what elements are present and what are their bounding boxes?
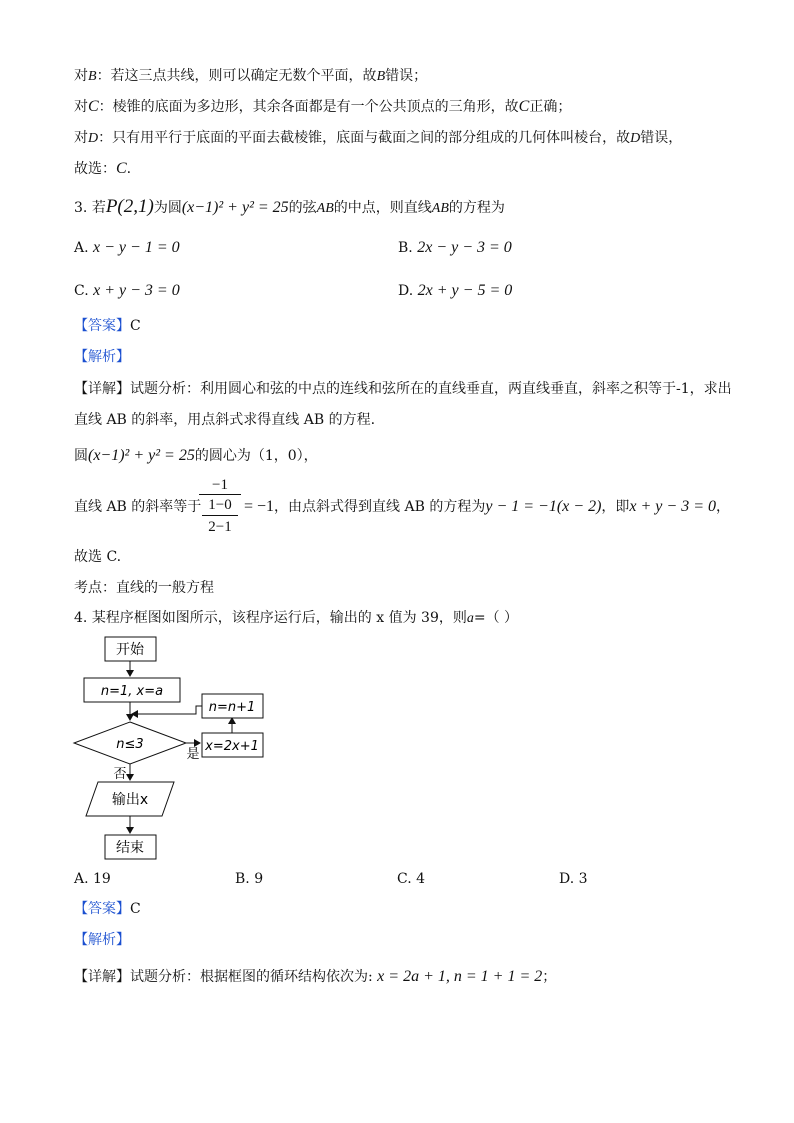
text: ：若这三点共线，则可以确定无数个平面，故 (96, 68, 377, 84)
question-number: 3. (74, 200, 88, 216)
text: 故选： (74, 161, 116, 177)
chord-ab: AB (316, 201, 334, 216)
text: . (126, 161, 132, 177)
line-option-c-analysis (74, 97, 571, 117)
text: ， (716, 499, 730, 515)
q3-circle-center-line (74, 446, 318, 466)
slope-fraction (199, 476, 241, 538)
text: 若 (91, 200, 106, 216)
text: 考点：直线的一般方程 (74, 580, 214, 596)
question-4-stem (74, 608, 518, 629)
text: ，由点斜式得到直线 AB 的方程为 (274, 499, 486, 515)
program-flowchart (60, 630, 290, 870)
q3-choose (74, 547, 121, 567)
text: 直线 AB 的斜率，用点斜式求得直线 AB 的方程. (74, 412, 376, 428)
text: 的圆心为（1，0）， (194, 448, 318, 464)
answer-tag: 【答案】 (74, 901, 130, 917)
option-value: 3 (578, 871, 588, 887)
q3-detail-line-1 (74, 379, 732, 399)
flow-update-n-label: n=n+1 (208, 700, 256, 715)
option-value: 19 (93, 871, 111, 887)
option-label: D. (398, 283, 414, 299)
question-number: 4. (74, 610, 88, 626)
chord-ab: AB (431, 201, 449, 216)
circle-equation: (x−1)² + y² = 25 (88, 447, 195, 464)
q3-kaodian (74, 578, 214, 598)
text: 故选 C. (74, 549, 122, 565)
var-d: D (630, 131, 641, 146)
option-label: B. (235, 871, 250, 887)
detail-tag: 【详解】 (74, 381, 130, 397)
text: 对 (74, 68, 88, 84)
fraction-numerator: −1 (199, 476, 241, 495)
text: 对 (74, 99, 88, 115)
question-3-stem (74, 197, 505, 219)
text: ； (542, 969, 557, 985)
option-value: 4 (416, 871, 426, 887)
line-equation: x + y − 3 = 0 (629, 498, 716, 515)
line-choose-c (74, 159, 131, 179)
option-label: A. (74, 240, 89, 256)
text: ：只有用平行于底面的平面去截棱锥，底面与截面之间的部分组成的几何体叫棱台，故 (98, 130, 631, 146)
option-value: 9 (254, 871, 264, 887)
var-b: B (88, 69, 97, 84)
q4-option-c[interactable] (397, 869, 425, 889)
flow-decision-label: n≤3 (116, 737, 144, 752)
q3-option-c[interactable] (74, 281, 180, 301)
text: 试题分析：利用圆心和弦的中点的连线和弦所在的直线垂直，两直线垂直，斜率之积等于-1，求出 (130, 381, 732, 397)
flow-update-x-label: x=2x+1 (205, 739, 259, 754)
flow-yes-label: 是 (186, 747, 200, 762)
q4-answer (74, 899, 141, 919)
text: 的方程为 (448, 200, 505, 216)
flow-start-label: 开始 (116, 642, 144, 658)
var-c: C (116, 160, 127, 177)
circle-equation: (x−1)² + y² = 25 (181, 199, 289, 216)
text: 错误； (385, 68, 428, 84)
q3-option-d[interactable] (398, 281, 512, 301)
analysis-tag: 【解析】 (74, 349, 130, 365)
q3-detail-line-2 (74, 410, 375, 430)
var-c: C (88, 98, 99, 115)
var-c: C (518, 98, 530, 115)
option-expr: x − y − 1 = 0 (93, 239, 180, 256)
var-a: a (466, 611, 474, 626)
line-option-b-analysis (74, 66, 427, 87)
text: 直线 AB 的斜率等于 (74, 499, 202, 515)
line-option-d-analysis (74, 128, 682, 149)
flow-output-label: 输出x (111, 792, 149, 808)
answer-tag: 【答案】 (74, 318, 130, 334)
q4-analysis-heading (74, 930, 130, 950)
option-expr: 2x + y − 5 = 0 (417, 282, 513, 299)
analysis-tag: 【解析】 (74, 932, 130, 948)
var-d: D (88, 131, 99, 146)
option-label: D. (559, 871, 575, 887)
q3-slope-line (74, 497, 201, 517)
flow-init-label: n=1, x=a (100, 684, 164, 699)
text: 的弦 (288, 200, 317, 216)
answer-value: C (130, 901, 141, 917)
q4-detail-line (74, 967, 556, 987)
q4-option-d[interactable] (559, 869, 588, 889)
text: 对 (74, 130, 88, 146)
text: 正确； (529, 99, 572, 115)
detail-tag: 【详解】 (74, 969, 130, 985)
answer-value: C (130, 318, 141, 334)
option-expr: x + y − 3 = 0 (93, 282, 180, 299)
text: ，即 (601, 499, 630, 515)
q3-analysis-heading (74, 347, 130, 367)
q3-answer (74, 316, 141, 336)
flow-no-label: 否 (113, 767, 127, 782)
option-label: C. (74, 283, 89, 299)
text: 试题分析：根据框图的循环结构依次为: (130, 969, 373, 985)
option-label: B. (398, 240, 413, 256)
fraction-inner-denominator: 2−1 (208, 519, 232, 535)
text: ：棱锥的底面为多边形，其余各面都是有一个公共顶点的三角形，故 (98, 99, 519, 115)
q3-slope-rest (244, 497, 730, 517)
slope-value: = −1 (244, 498, 275, 515)
flow-end-label: 结束 (116, 840, 144, 856)
q4-option-b[interactable] (235, 869, 263, 889)
text: 错误， (640, 130, 683, 146)
option-expr: 2x − y − 3 = 0 (417, 239, 512, 256)
text: 的中点，则直线 (333, 200, 432, 216)
point-slope-equation: y − 1 = −1(x − 2) (485, 498, 602, 515)
text: =（ ） (473, 610, 519, 626)
var-b: B (376, 69, 386, 84)
point-p: P(2,1) (105, 196, 154, 217)
q4-option-a[interactable] (74, 869, 111, 889)
text: 圆 (74, 448, 88, 464)
q3-option-a[interactable] (74, 238, 180, 258)
loop-step-expression: x = 2a + 1, n = 1 + 1 = 2 (377, 968, 543, 985)
text: 为圆 (153, 200, 182, 216)
text: 某程序框图如图所示，该程序运行后，输出的 x 值为 39，则 (91, 610, 467, 626)
q3-option-b[interactable] (398, 238, 512, 258)
option-label: A. (74, 871, 89, 887)
option-label: C. (397, 871, 412, 887)
fraction-inner-numerator: 1−0 (202, 495, 238, 516)
